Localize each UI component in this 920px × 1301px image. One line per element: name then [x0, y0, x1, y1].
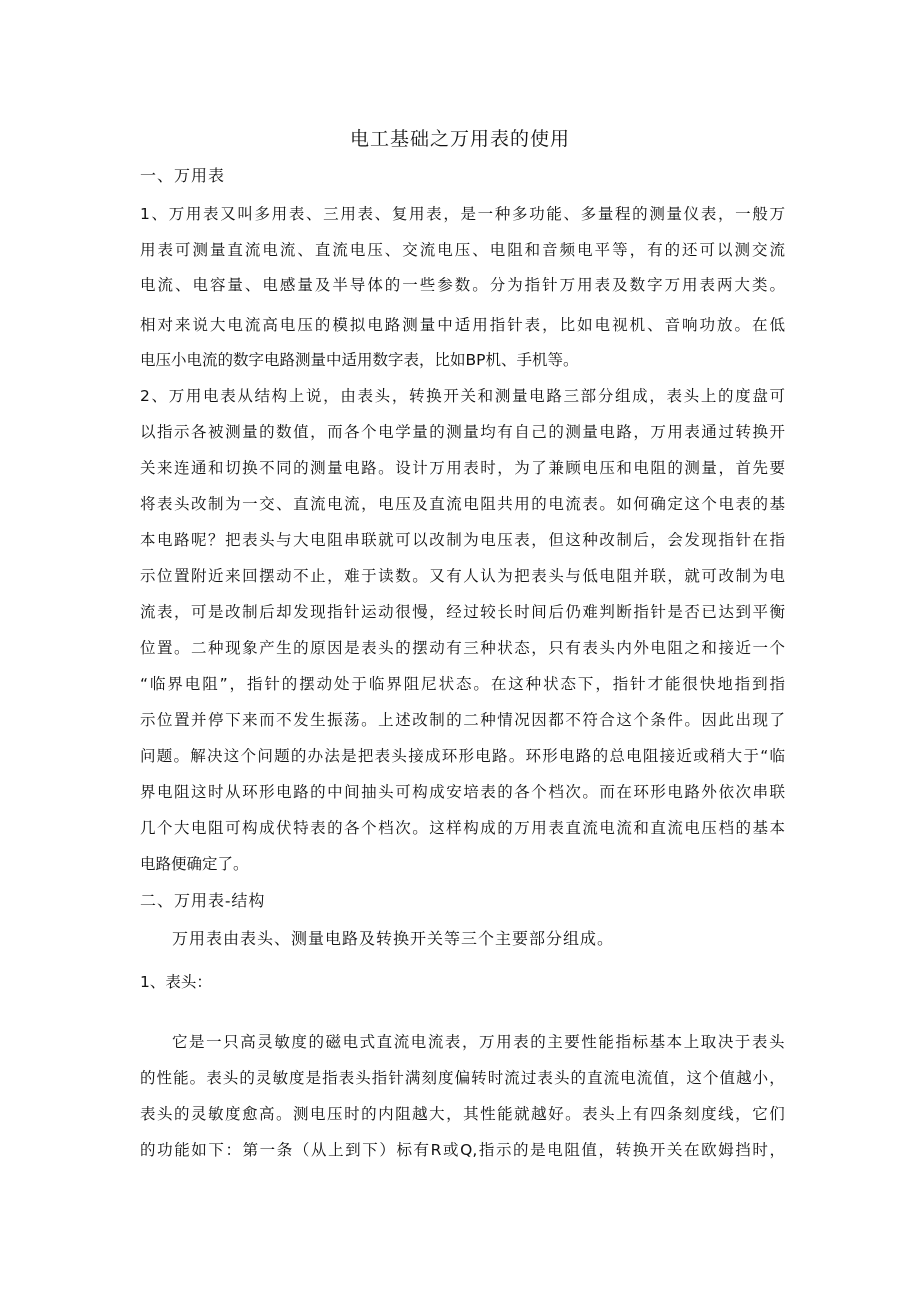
para1-line-5: 电压小电流的数字电路测量中适用数字表，比如BP机、手机等。: [140, 351, 579, 369]
para1-line-4: 相对来说大电流高电压的模拟电路测量中适用指针表，比如电视机、音响功放。在低: [140, 316, 785, 334]
para1-line-1: 1、万用表又叫多用表、三用表、复用表，是一种多功能、多量程的测量仪表，一般万: [140, 205, 785, 223]
para2-line-5: 本电路呢？把表头与大电阻串联就可以改制为电压表，但这种改制后，会发现指针在指: [140, 531, 785, 549]
para2-line-4: 将表头改制为一交、直流电流，电压及直流电阻共用的电流表。如何确定这个电表的基: [140, 495, 785, 513]
para3-line-3: 表头的灵敏度愈高。测电压时的内阻越大，其性能就越好。表头上有四条刻度线，它们: [140, 1105, 785, 1123]
para3-line-1: 它是一只高灵敏度的磁电式直流电流表，万用表的主要性能指标基本上取决于表头: [172, 1033, 785, 1051]
para1-line-2: 用表可测量直流电流、直流电压、交流电压、电阻和音频电平等，有的还可以测交流: [140, 241, 785, 259]
section-intro: 万用表由表头、测量电路及转换开关等三个主要部分组成。: [172, 929, 615, 948]
para2-line-6: 示位置附近来回摆动不止，难于读数。又有人认为把表头与低电阻并联，就可改制为电: [140, 567, 785, 585]
para2-line-9: “临界电阻”，指针的摆动处于临界阻尼状态。在这种状态下，指针才能很快地指到指: [140, 675, 785, 693]
para2-line-2: 以指示各被测量的数值，而各个电学量的测量均有自己的测量电路，万用表通过转换开: [140, 423, 785, 441]
para3-line-4: 的功能如下：第一条（从上到下）标有R或Q,指示的是电阻值，转换开关在欧姆挡时，: [140, 1141, 785, 1159]
page-title: 电工基础之万用表的使用: [349, 128, 570, 150]
para2-line-8: 位置。二种现象产生的原因是表头的摆动有三种状态，只有表头内外电阻之和接近一个: [140, 639, 785, 657]
section-heading-1: 一、万用表: [140, 166, 226, 185]
para2-line-3: 关来连通和切换不同的测量电路。设计万用表时，为了兼顾电压和电阻的测量，首先要: [140, 459, 785, 477]
para2-line-7: 流表，可是改制后却发现指针运动很慢，经过较长时间后仍难判断指针是否已达到平衡: [140, 603, 785, 621]
para1-line-3: 电流、电容量、电感量及半导体的一些参数。分为指针万用表及数字万用表两大类。: [140, 276, 785, 294]
para2-line-14: 电路便确定了。: [140, 855, 249, 873]
para2-line-13: 几个大电阻可构成伏特表的各个档次。这样构成的万用表直流电流和直流电压档的基本: [140, 819, 785, 837]
para2-line-12: 界电阻这时从环形电路的中间抽头可构成安培表的各个档次。而在环形电路外依次串联: [140, 783, 785, 801]
para2-line-11: 问题。解决这个问题的办法是把表头接成环形电路。环形电路的总电阻接近或稍大于“临: [140, 747, 785, 765]
para3-line-2: 的性能。表头的灵敏度是指表头指针满刻度偏转时流过表头的直流电流值，这个值越小，: [140, 1069, 785, 1087]
para2-line-10: 示位置并停下来而不发生振荡。上述改制的二种情况因都不符合这个条件。因此出现了: [140, 711, 785, 729]
subsection-heading-1: 1、表头：: [140, 973, 212, 991]
para2-line-1: 2、万用电表从结构上说，由表头，转换开关和测量电路三部分组成，表头上的度盘可: [140, 387, 785, 405]
section-heading-2: 二、万用表-结构: [140, 891, 266, 910]
